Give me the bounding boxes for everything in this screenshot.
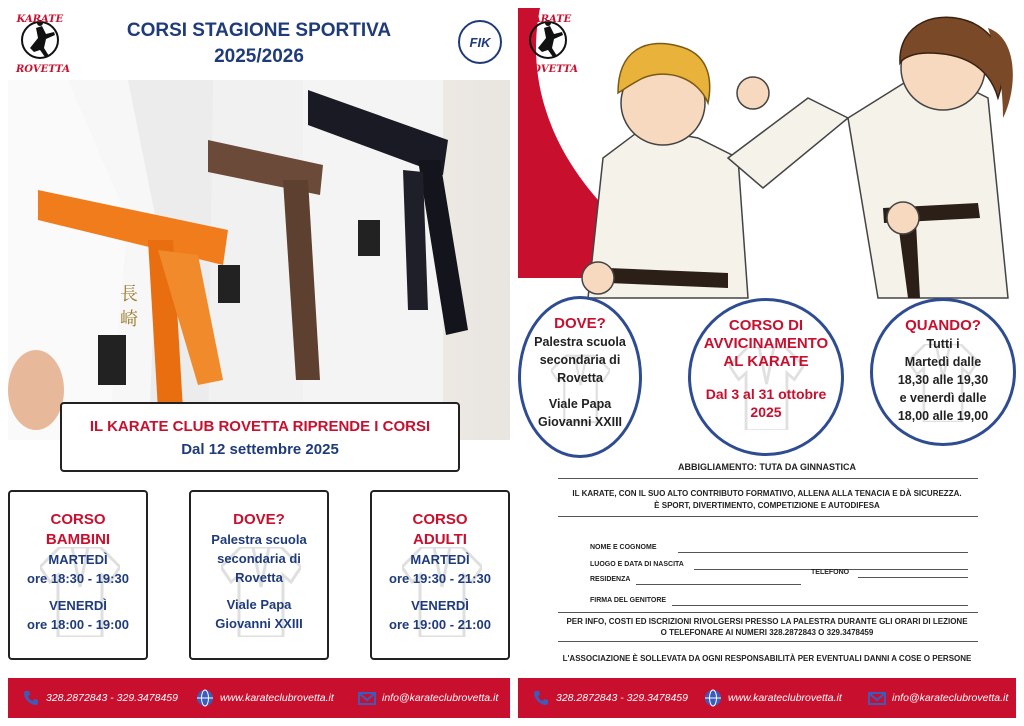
dove-line-2: secondaria di — [217, 551, 301, 566]
svg-text:長: 長 — [120, 284, 138, 305]
flyer-corsi-stagione — [8, 8, 510, 718]
form-luogo-label: LUOGO E DATA DI NASCITA — [590, 561, 684, 568]
banner-line-1: IL KARATE CLUB ROVETTA RIPRENDE I CORSI — [89, 418, 431, 435]
r-dove-line-3: Rovetta — [557, 371, 603, 385]
r-dove-line-5: Giovanni XXIII — [537, 415, 623, 429]
footer-phone-text: 328.2872843 - 329.3478459 — [46, 692, 178, 704]
karate-belts-photo — [8, 80, 510, 440]
footer-web-text: www.karateclubrovetta.it — [220, 692, 334, 704]
dove-line-5: Giovanni XXIII — [215, 616, 303, 631]
circle-corso-avvicinamento — [688, 298, 844, 456]
form-nome-line[interactable] — [678, 552, 968, 553]
footer-web[interactable] — [196, 689, 346, 707]
corso-line-1: CORSO DI — [728, 317, 804, 334]
adulti-day-1: MARTEDÌ — [410, 552, 470, 567]
logo-text-top: KARATE — [16, 14, 64, 25]
logo-text-bottom: ROVETTA — [16, 64, 70, 75]
form-telefono-line[interactable] — [858, 577, 968, 578]
quando-line-5: 18,00 alle 19,00 — [897, 409, 989, 423]
corso-date-1: Dal 3 al 31 ottobre — [705, 386, 827, 402]
title-line-1: CORSI STAGIONE SPORTIVA — [126, 20, 392, 41]
footer-email-text-right: info@karateclubrovetta.it — [892, 692, 1009, 704]
box-corso-adulti — [370, 490, 510, 660]
rule-1 — [558, 478, 978, 479]
box-corso-bambini — [8, 490, 148, 660]
svg-text:崎: 崎 — [120, 309, 138, 330]
disclaimer-text: L'ASSOCIAZIONE È SOLLEVATA DA OGNI RESPONSABILITÀ PER EVENTUALI DANNI A COSE O PERSONE — [562, 654, 972, 663]
corso-line-2: AVVICINAMENTO — [703, 335, 829, 352]
form-residenza-label: RESIDENZA — [590, 576, 631, 583]
karate-rovetta-logo-right — [524, 14, 578, 76]
footer-contacts — [8, 678, 510, 718]
quando-line-2: Martedì dalle — [904, 355, 982, 369]
r-dove-line-1: Palestra scuola — [534, 335, 626, 349]
footer-phone[interactable] — [22, 689, 182, 707]
adulti-time-2: ore 19:00 - 21:00 — [389, 617, 491, 632]
footer-phone-right[interactable] — [532, 689, 694, 707]
corso-line-3: AL KARATE — [723, 353, 809, 370]
info-line-2: O TELEFONARE AI NUMERI 328.2872843 O 329.3478459 — [660, 628, 874, 637]
globe-icon — [704, 689, 722, 707]
corso-date-2: 2025 — [750, 404, 782, 420]
quando-title: QUANDO? — [905, 317, 981, 334]
karate-rovetta-logo — [16, 14, 70, 76]
footer-email-text: info@karateclubrovetta.it — [382, 692, 499, 704]
globe-icon — [196, 689, 214, 707]
rule-4 — [558, 641, 978, 642]
phone-icon — [532, 689, 550, 707]
manga-karate-illustration — [548, 8, 1016, 308]
adulti-time-1: ore 19:30 - 21:30 — [389, 571, 491, 586]
bambini-time-1: ore 18:30 - 19:30 — [27, 571, 129, 586]
banner-line-2: Dal 12 settembre 2025 — [181, 441, 339, 458]
form-firma-line[interactable] — [672, 605, 968, 606]
title-line-2: 2025/2026 — [214, 46, 304, 67]
page-title — [88, 18, 430, 70]
mail-icon — [358, 689, 376, 707]
dove-line-3: Rovetta — [235, 570, 283, 585]
adulti-title-2: ADULTI — [413, 531, 467, 548]
circle-dove — [518, 296, 642, 458]
abbigliamento-text: ABBIGLIAMENTO: TUTA DA GINNASTICA — [678, 462, 856, 472]
box-dove — [189, 490, 329, 660]
flyer-avvicinamento — [518, 8, 1016, 718]
form-firma-label: FIRMA DEL GENITORE — [590, 597, 667, 604]
dove-line-4: Viale Papa — [226, 597, 292, 612]
mail-icon — [868, 689, 886, 707]
info-line-1: PER INFO, COSTI ED ISCRIZIONI RIVOLGERSI PRESSO LA PALESTRA DURANTE GLI ORARI DI LEZIONE — [566, 617, 968, 626]
footer-email[interactable] — [358, 689, 498, 707]
bambini-day-1: MARTEDÌ — [48, 552, 108, 567]
quando-line-4: e venerdì dalle — [899, 391, 987, 405]
footer-email-right[interactable] — [868, 689, 1008, 707]
footer-web-text-right: www.karateclubrovetta.it — [728, 692, 842, 704]
footer-web-right[interactable] — [704, 689, 856, 707]
phone-icon — [22, 689, 40, 707]
r-dove-line-2: secondaria di — [539, 353, 621, 367]
para-karate-1: IL KARATE, CON IL SUO ALTO CONTRIBUTO FORMATIVO, ALLENA ALLA TENACIA E DÀ SICUREZZA. — [572, 489, 962, 498]
para-karate-2: È SPORT, DIVERTIMENTO, COMPETIZIONE E AUTODIFESA — [654, 501, 880, 510]
bambini-day-2: VENERDÌ — [49, 598, 107, 613]
fik-logo: FIK — [458, 20, 502, 64]
rule-2 — [558, 516, 978, 517]
adulti-title-1: CORSO — [412, 511, 468, 528]
dove-line-1: Palestra scuola — [211, 532, 307, 547]
circle-quando — [870, 298, 1016, 446]
form-nome-label: NOME E COGNOME — [590, 544, 657, 551]
bambini-title-1: CORSO — [50, 511, 106, 528]
footer-phone-text-right: 328.2872843 - 329.3478459 — [556, 692, 688, 704]
rule-3 — [558, 612, 978, 613]
bambini-time-2: ore 18:00 - 19:00 — [27, 617, 129, 632]
form-residenza-line[interactable] — [636, 584, 801, 585]
r-dove-line-4: Viale Papa — [548, 397, 612, 411]
adulti-day-2: VENERDÌ — [411, 598, 469, 613]
banner-riprende-corsi — [60, 402, 460, 472]
form-telefono-label: TELEFONO — [811, 569, 850, 576]
footer-contacts-right — [518, 678, 1016, 718]
quando-line-1: Tutti i — [926, 337, 960, 351]
r-dove-title: DOVE? — [554, 315, 606, 332]
quando-line-3: 18,30 alle 19,30 — [897, 373, 989, 387]
dove-title: DOVE? — [233, 511, 285, 528]
bambini-title-2: BAMBINI — [45, 531, 111, 548]
logo-text-right: KARATE — [524, 14, 572, 25]
logo-text-bottom: ROVETTA — [524, 64, 578, 75]
